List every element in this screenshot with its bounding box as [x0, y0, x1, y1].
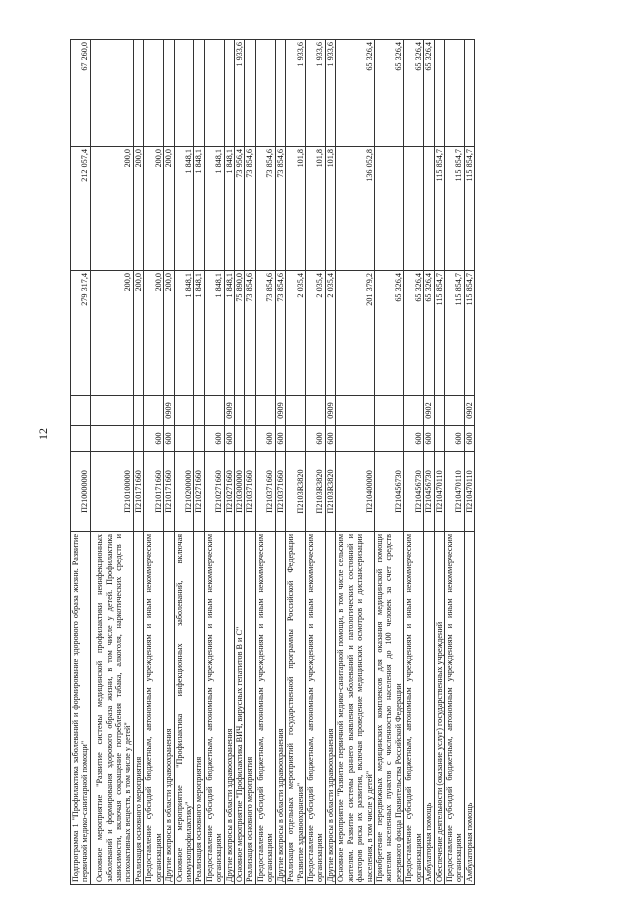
- amount-regional-cell: 73 854,6: [275, 147, 285, 271]
- table-row: [164, 40, 174, 885]
- amount-federal-cell: [204, 40, 224, 147]
- budget-table: [70, 39, 475, 885]
- row-name: Предоставление субсидий бюджетным, автономным учреждениям и иным некоммерческим организациям: [306, 532, 326, 885]
- expense-type-cell: 600: [325, 426, 335, 452]
- target-code-cell: П210271660: [194, 452, 204, 532]
- section-code-cell: 0902: [424, 396, 434, 426]
- amount-federal-cell: [255, 40, 275, 147]
- amount-total-cell: 201 379,2: [336, 271, 375, 396]
- amount-regional-cell: 101,8: [306, 147, 326, 271]
- section-code-cell: [71, 396, 91, 426]
- section-code-cell: 0902: [464, 396, 474, 426]
- expense-type-cell: [245, 426, 255, 452]
- budget-table-container: [70, 40, 625, 885]
- amount-federal-cell: 1 933,6: [235, 40, 245, 147]
- amount-total-cell: 65 326,4: [424, 271, 434, 396]
- amount-federal-cell: 1 933,6: [325, 40, 335, 147]
- amount-federal-cell: 65 326,4: [374, 40, 403, 147]
- section-code-cell: 0909: [164, 396, 174, 426]
- amount-total-cell: 65 326,4: [374, 271, 403, 396]
- amount-total-cell: 73 854,6: [255, 271, 275, 396]
- table-row: [245, 40, 255, 885]
- amount-federal-cell: 1 933,6: [286, 40, 306, 147]
- section-code-cell: [374, 396, 403, 426]
- row-name: Предоставление субсидий бюджетным, автономным учреждениям и иным некоммерческим организациям: [404, 532, 424, 885]
- section-code-cell: [286, 396, 306, 426]
- amount-regional-cell: [424, 147, 434, 271]
- amount-federal-cell: [245, 40, 255, 147]
- amount-regional-cell: 115 854,7: [444, 147, 464, 271]
- amount-regional-cell: 1 848,1: [204, 147, 224, 271]
- amount-regional-cell: 73 854,6: [255, 147, 275, 271]
- section-code-cell: [90, 396, 133, 426]
- target-code-cell: П210371660: [255, 452, 275, 532]
- expense-type-cell: [286, 426, 306, 452]
- amount-total-cell: 115 854,7: [444, 271, 464, 396]
- target-code-cell: П210371660: [245, 452, 255, 532]
- target-code-cell: П210200000: [174, 452, 194, 532]
- row-name: Предоставление субсидий бюджетным, автономным учреждениям и иным некоммерческим организациям: [444, 532, 464, 885]
- amount-regional-cell: 1 848,1: [194, 147, 204, 271]
- target-code-cell: П210271660: [204, 452, 224, 532]
- amount-regional-cell: 200,0: [164, 147, 174, 271]
- expense-type-cell: 600: [144, 426, 164, 452]
- section-code-cell: [255, 396, 275, 426]
- target-code-cell: П210371660: [275, 452, 285, 532]
- amount-total-cell: 2 035,4: [325, 271, 335, 396]
- table-body: [71, 40, 475, 885]
- table-row: [424, 40, 434, 885]
- amount-federal-cell: 1 933,6: [306, 40, 326, 147]
- page-number: 12: [36, 428, 50, 440]
- amount-federal-cell: 65 326,4: [404, 40, 424, 147]
- target-code-cell: П210300000: [235, 452, 245, 532]
- section-code-cell: [444, 396, 464, 426]
- expense-type-cell: 600: [204, 426, 224, 452]
- amount-total-cell: 73 854,6: [245, 271, 255, 396]
- amount-regional-cell: 115 854,7: [434, 147, 444, 271]
- section-code-cell: [194, 396, 204, 426]
- amount-regional-cell: 115 854,7: [464, 147, 474, 271]
- amount-regional-cell: 200,0: [144, 147, 164, 271]
- table-row: [325, 40, 335, 885]
- amount-regional-cell: 200,0: [90, 147, 133, 271]
- amount-total-cell: 1 848,1: [194, 271, 204, 396]
- amount-regional-cell: 73 854,6: [245, 147, 255, 271]
- expense-type-cell: [133, 426, 143, 452]
- amount-total-cell: 200,0: [164, 271, 174, 396]
- row-name: Предоставление субсидий бюджетным, автономным учреждениям и иным некоммерческим организациям: [204, 532, 224, 885]
- section-code-cell: [204, 396, 224, 426]
- amount-total-cell: 200,0: [144, 271, 164, 396]
- row-name: Реализация основного мероприятия: [194, 532, 204, 885]
- table-row: [336, 40, 375, 885]
- section-code-cell: [336, 396, 375, 426]
- expense-type-cell: [194, 426, 204, 452]
- target-code-cell: П210470110: [434, 452, 444, 532]
- target-code-cell: П2103R3820: [325, 452, 335, 532]
- amount-federal-cell: [90, 40, 133, 147]
- amount-federal-cell: [224, 40, 234, 147]
- amount-total-cell: 1 848,1: [224, 271, 234, 396]
- amount-federal-cell: [164, 40, 174, 147]
- target-code-cell: П2103R3820: [306, 452, 326, 532]
- table-row: [275, 40, 285, 885]
- amount-federal-cell: [464, 40, 474, 147]
- amount-federal-cell: 65 326,4: [336, 40, 375, 147]
- amount-regional-cell: [374, 147, 403, 271]
- expense-type-cell: 600: [424, 426, 434, 452]
- amount-total-cell: 1 848,1: [204, 271, 224, 396]
- amount-regional-cell: 136 052,8: [336, 147, 375, 271]
- expense-type-cell: 600: [164, 426, 174, 452]
- row-name: Другие вопросы в области здравоохранения: [164, 532, 174, 885]
- amount-federal-cell: [133, 40, 143, 147]
- row-name: Основное мероприятие "Профилактика инфекционных заболеваний, включая иммунопрофилактику": [174, 532, 194, 885]
- amount-total-cell: 2 035,4: [306, 271, 326, 396]
- row-name: Амбулаторная помощь: [464, 532, 474, 885]
- expense-type-cell: 600: [306, 426, 326, 452]
- section-code-cell: [144, 396, 164, 426]
- section-code-cell: 0909: [275, 396, 285, 426]
- amount-total-cell: 115 854,7: [464, 271, 474, 396]
- row-name: Реализация отдельных мероприятий государственной программы Российской Федерации "Развитие здравоохранения": [286, 532, 306, 885]
- row-name: Основное мероприятие "Развитие первичной медико-санитарной помощи, в том числе сельским жителям. Развитие системы раннего выявления заболеваний и патологических состояний и факторов риска их развития, включая проведение медицинских осмотров и диспансеризации населения, в том числе у детей": [336, 532, 375, 885]
- table-row: [444, 40, 464, 885]
- target-code-cell: П210171660: [133, 452, 143, 532]
- amount-regional-cell: [404, 147, 424, 271]
- section-code-cell: [133, 396, 143, 426]
- row-name: Предоставление субсидий бюджетным, автономным учреждениям и иным некоммерческим организациям: [255, 532, 275, 885]
- table-row: [306, 40, 326, 885]
- amount-federal-cell: [144, 40, 164, 147]
- table-row: [374, 40, 403, 885]
- row-name: Амбулаторная помощь: [424, 532, 434, 885]
- amount-total-cell: 115 854,7: [434, 271, 444, 396]
- target-code-cell: П210000000: [71, 452, 91, 532]
- expense-type-cell: [434, 426, 444, 452]
- amount-regional-cell: 73 956,4: [235, 147, 245, 271]
- amount-total-cell: 279 317,4: [71, 271, 91, 396]
- amount-total-cell: 2 035,4: [286, 271, 306, 396]
- row-name: Подпрограмма 1 "Профилактика заболеваний и формирование здорового образа жизни. Развитие первичной медико-санитарной помощи": [71, 532, 91, 885]
- section-code-cell: [245, 396, 255, 426]
- expense-type-cell: 600: [255, 426, 275, 452]
- expense-type-cell: 600: [464, 426, 474, 452]
- amount-federal-cell: 65 326,4: [424, 40, 434, 147]
- amount-federal-cell: [444, 40, 464, 147]
- target-code-cell: П210171660: [164, 452, 174, 532]
- amount-total-cell: 200,0: [90, 271, 133, 396]
- row-name: Реализация основного мероприятия: [245, 532, 255, 885]
- row-name: Другие вопросы в области здравоохранения: [224, 532, 234, 885]
- row-name: Другие вопросы в области здравоохранения: [325, 532, 335, 885]
- row-name: Приобретение передвижных медицинских комплексов для оказания медицинской помощи жителям населенных пунктов с численностью населения до 100 человек за счет средств резервного фонда Правительства Российской Федерации: [374, 532, 403, 885]
- amount-federal-cell: 67 260,0: [71, 40, 91, 147]
- row-name: Другие вопросы в области здравоохранения: [275, 532, 285, 885]
- amount-total-cell: 200,0: [133, 271, 143, 396]
- section-code-cell: [306, 396, 326, 426]
- amount-total-cell: 1 848,1: [174, 271, 194, 396]
- table-row: [224, 40, 234, 885]
- table-row: [90, 40, 133, 885]
- table-row: [404, 40, 424, 885]
- table-row: [235, 40, 245, 885]
- row-name: Реализация основного мероприятия: [133, 532, 143, 885]
- expense-type-cell: [336, 426, 375, 452]
- target-code-cell: П210456730: [424, 452, 434, 532]
- target-code-cell: П2103R3820: [286, 452, 306, 532]
- section-code-cell: [404, 396, 424, 426]
- amount-total-cell: 73 854,6: [275, 271, 285, 396]
- expense-type-cell: [71, 426, 91, 452]
- target-code-cell: П210171660: [144, 452, 164, 532]
- table-row: [194, 40, 204, 885]
- table-row: [464, 40, 474, 885]
- table-row: [286, 40, 306, 885]
- section-code-cell: [434, 396, 444, 426]
- expense-type-cell: 600: [404, 426, 424, 452]
- amount-federal-cell: [434, 40, 444, 147]
- section-code-cell: [235, 396, 245, 426]
- section-code-cell: [174, 396, 194, 426]
- expense-type-cell: [90, 426, 133, 452]
- amount-regional-cell: 1 848,1: [174, 147, 194, 271]
- target-code-cell: П210456730: [404, 452, 424, 532]
- row-name: Обеспечение деятельности (оказание услуг) государственных учреждений: [434, 532, 444, 885]
- expense-type-cell: [374, 426, 403, 452]
- target-code-cell: П210456730: [374, 452, 403, 532]
- amount-federal-cell: [174, 40, 194, 147]
- amount-total-cell: 65 326,4: [404, 271, 424, 396]
- target-code-cell: П210470110: [464, 452, 474, 532]
- table-row: [434, 40, 444, 885]
- amount-regional-cell: 1 848,1: [224, 147, 234, 271]
- target-code-cell: П210470110: [444, 452, 464, 532]
- amount-regional-cell: 212 057,4: [71, 147, 91, 271]
- table-row: [133, 40, 143, 885]
- amount-regional-cell: 101,8: [286, 147, 306, 271]
- row-name: Основное мероприятие "Профилактика ВИЧ, вирусных гепатитов В и С": [235, 532, 245, 885]
- expense-type-cell: [235, 426, 245, 452]
- row-name: Предоставление субсидий бюджетным, автономным учреждениям и иным некоммерческим организациям: [144, 532, 164, 885]
- table-row: [174, 40, 194, 885]
- row-name: Основное мероприятие "Развитие системы медицинской профилактики неинфекционных заболеваний и формирования здорового образа жизни, в том числе у детей. Профилактика зависимости, включая сокращение потребления табака, алкоголя, наркотических средств и психоактивных веществ, в том числе у детей": [90, 532, 133, 885]
- target-code-cell: П210100000: [90, 452, 133, 532]
- expense-type-cell: 600: [224, 426, 234, 452]
- table-row: [144, 40, 164, 885]
- expense-type-cell: [174, 426, 194, 452]
- section-code-cell: 0909: [224, 396, 234, 426]
- amount-regional-cell: 101,8: [325, 147, 335, 271]
- amount-federal-cell: [275, 40, 285, 147]
- table-row: [71, 40, 91, 885]
- target-code-cell: П210400000: [336, 452, 375, 532]
- amount-total-cell: 75 890,0: [235, 271, 245, 396]
- amount-regional-cell: 200,0: [133, 147, 143, 271]
- table-row: [204, 40, 224, 885]
- expense-type-cell: 600: [444, 426, 464, 452]
- target-code-cell: П210271660: [224, 452, 234, 532]
- amount-federal-cell: [194, 40, 204, 147]
- section-code-cell: 0909: [325, 396, 335, 426]
- table-row: [255, 40, 275, 885]
- expense-type-cell: 600: [275, 426, 285, 452]
